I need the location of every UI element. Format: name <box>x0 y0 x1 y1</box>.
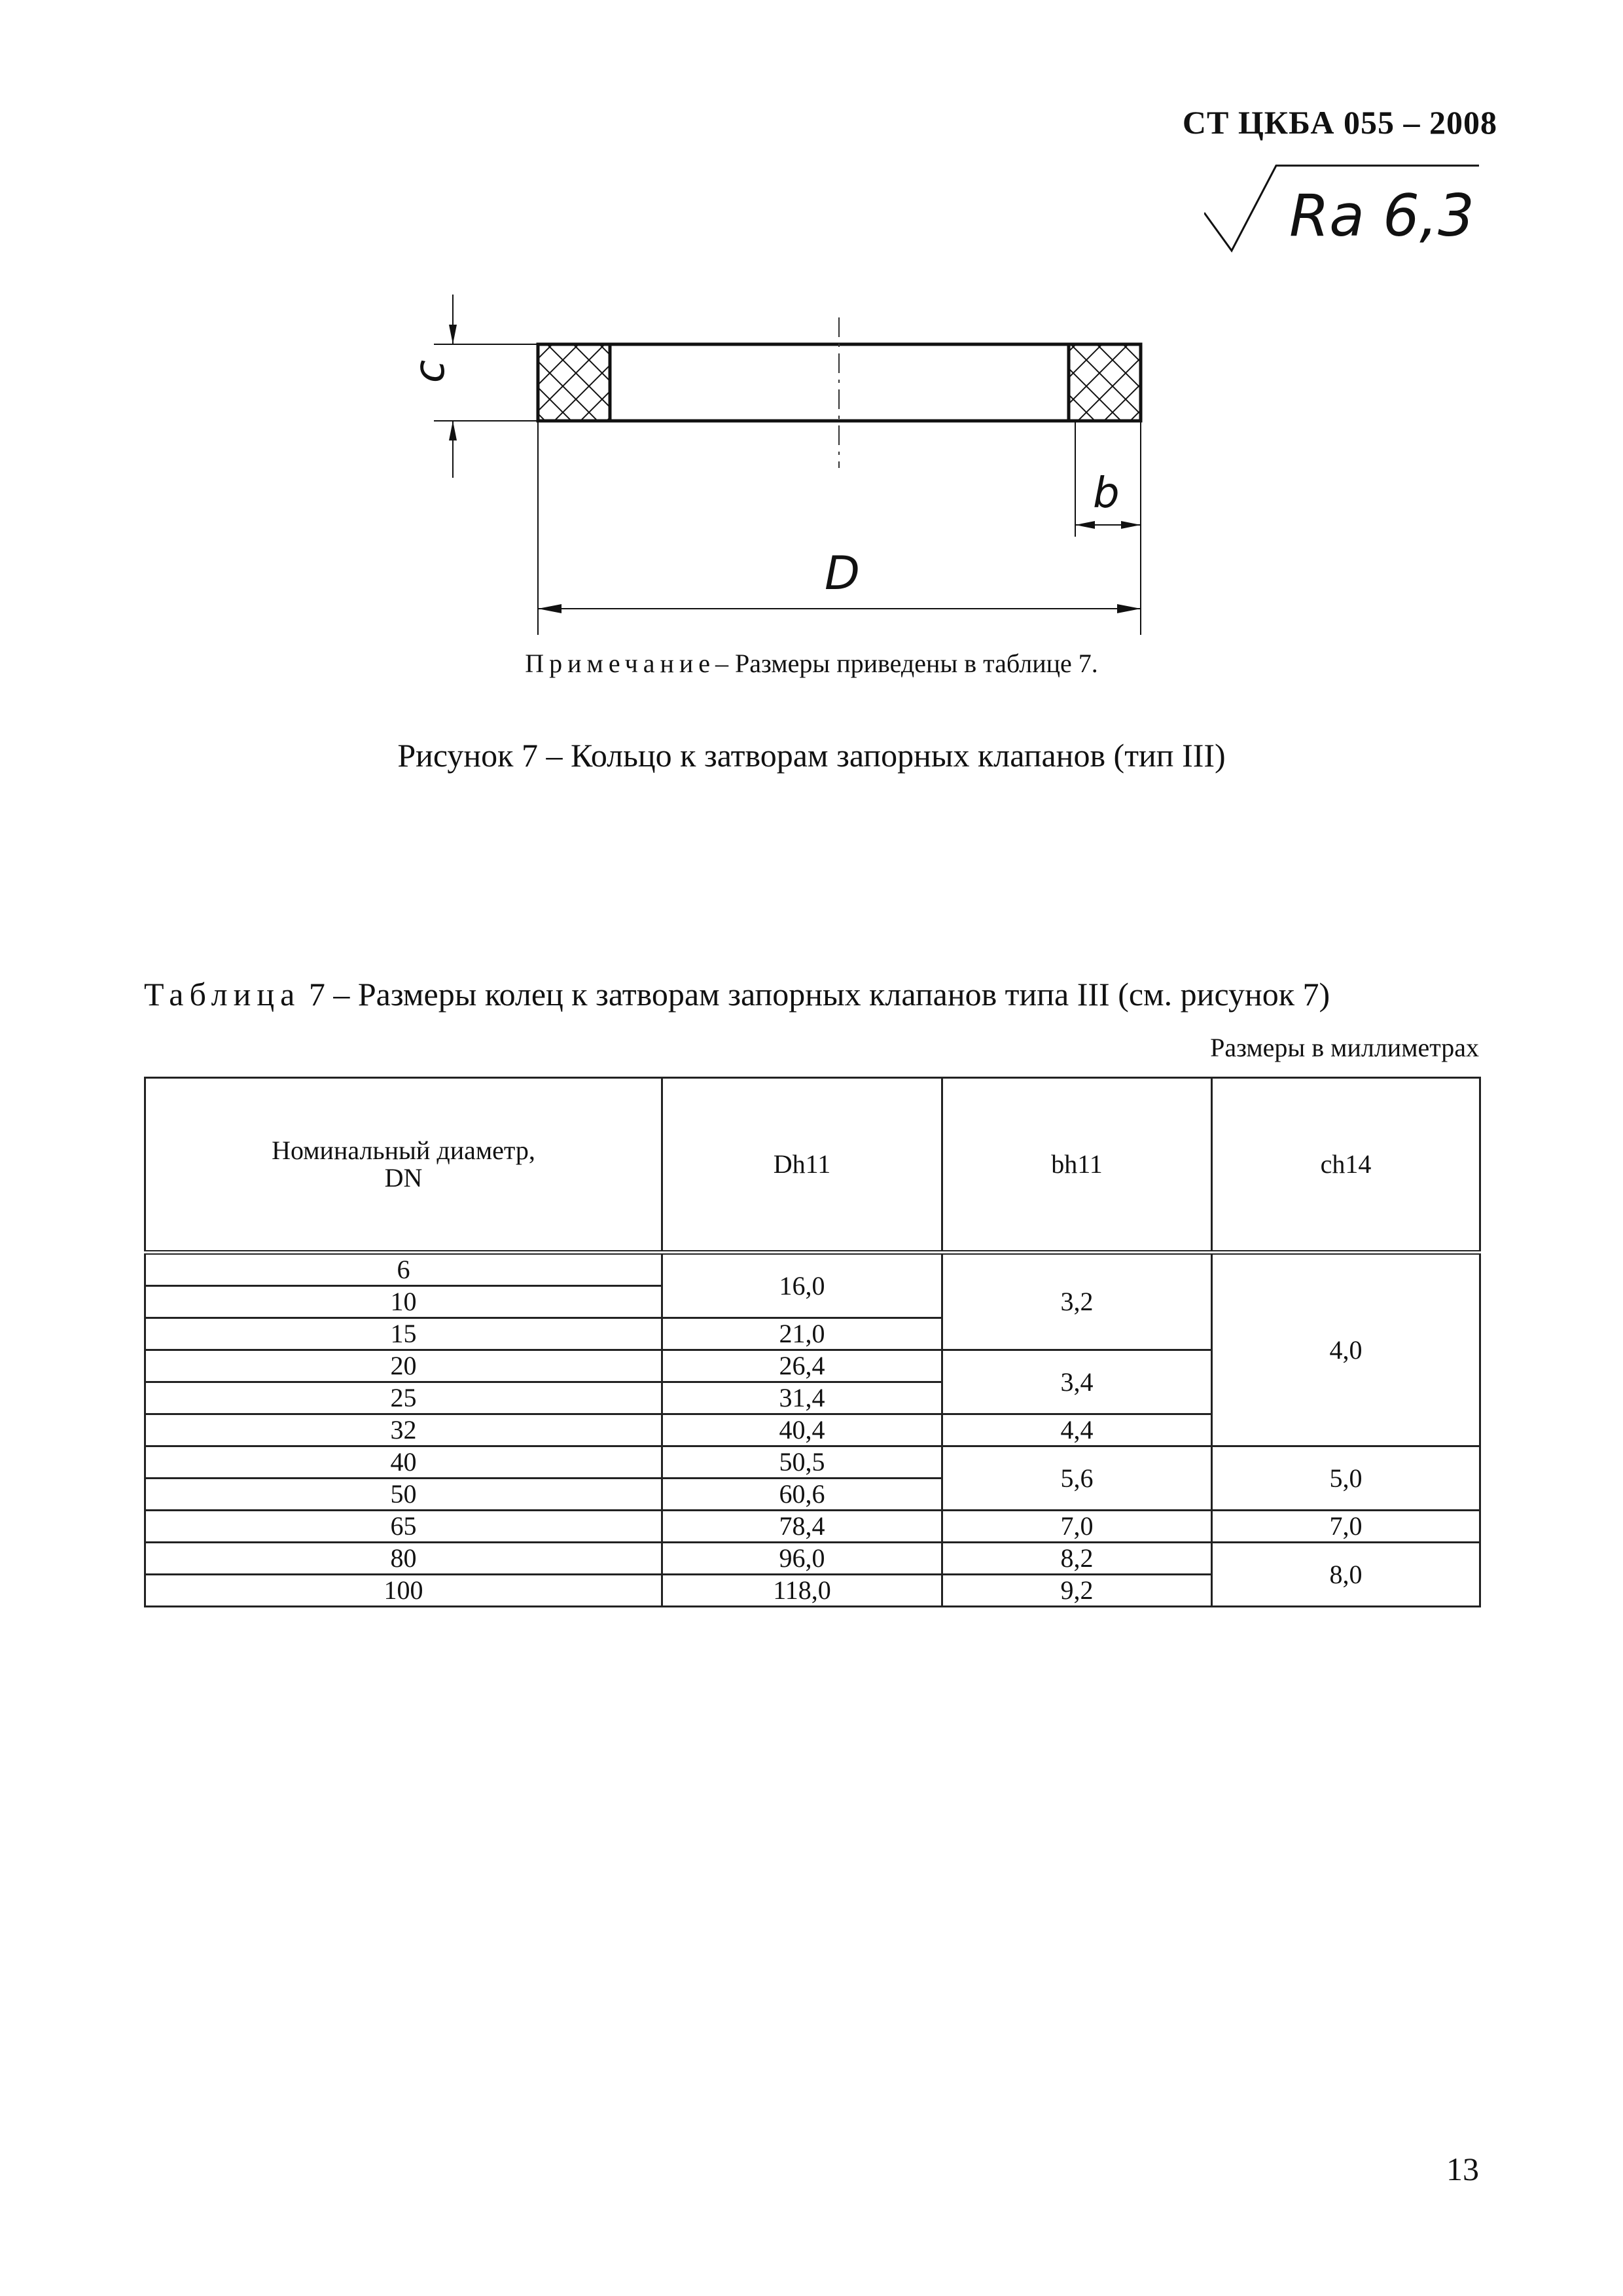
cell-d: 96,0 <box>662 1543 942 1575</box>
cell-c: 7,0 <box>1212 1511 1480 1543</box>
dim-b-label: b <box>1093 469 1120 518</box>
ring-drawing <box>380 281 1178 648</box>
cell-b: 7,0 <box>942 1511 1212 1543</box>
figure-caption: Рисунок 7 – Кольцо к затворам запорных клапанов (тип III) <box>397 737 1226 774</box>
cell-d: 26,4 <box>662 1350 942 1382</box>
cell-d: 31,4 <box>662 1382 942 1414</box>
cell-d: 21,0 <box>662 1318 942 1350</box>
units-note: Размеры в миллиметрах <box>1210 1033 1479 1062</box>
cell-b: 8,2 <box>942 1543 1212 1575</box>
cell-c: 4,0 <box>1212 1253 1480 1446</box>
cell-b: 4,4 <box>942 1414 1212 1446</box>
roughness-value: Ra 6,3 <box>1289 182 1474 249</box>
cell-b: 9,2 <box>942 1575 1212 1607</box>
header-d: Dh11 <box>662 1078 942 1253</box>
cell-dn: 100 <box>145 1575 662 1607</box>
cell-dn: 40 <box>145 1446 662 1479</box>
cell-d: 60,6 <box>662 1479 942 1511</box>
table-row <box>145 1253 1480 1286</box>
cell-dn: 80 <box>145 1543 662 1575</box>
cell-d: 50,5 <box>662 1446 942 1479</box>
table-header-row <box>145 1078 1480 1253</box>
cell-dn: 15 <box>145 1318 662 1350</box>
header-c: ch14 <box>1212 1078 1480 1253</box>
table-caption-text: 7 – Размеры колец к затворам запорных клапанов типа III (см. рисунок 7) <box>300 976 1330 1013</box>
right-section <box>1069 344 1141 421</box>
left-section <box>538 344 610 421</box>
cell-b: 5,6 <box>942 1446 1212 1511</box>
figure-note <box>0 648 1623 679</box>
page-number: 13 <box>1446 2151 1479 2187</box>
cell-d: 118,0 <box>662 1575 942 1607</box>
cell-dn: 10 <box>145 1286 662 1318</box>
cell-d: 16,0 <box>662 1253 942 1318</box>
cell-dn: 25 <box>145 1382 662 1414</box>
note-label: Примечание <box>525 649 716 678</box>
cell-c: 8,0 <box>1212 1543 1480 1607</box>
cell-dn: 20 <box>145 1350 662 1382</box>
table-row <box>145 1543 1480 1575</box>
table-caption <box>144 975 1330 1013</box>
dimensions-table <box>144 1077 1481 1607</box>
header-dn: Номинальный диаметр, DN <box>145 1078 662 1253</box>
note-text: – Размеры приведены в таблице 7. <box>715 649 1098 678</box>
cell-b: 3,2 <box>942 1253 1212 1350</box>
cell-dn: 65 <box>145 1511 662 1543</box>
dim-D-label: D <box>825 547 860 600</box>
cell-b: 3,4 <box>942 1350 1212 1414</box>
table-caption-label: Таблица <box>144 976 301 1013</box>
cell-dn: 50 <box>145 1479 662 1511</box>
cell-c: 5,0 <box>1212 1446 1480 1511</box>
dim-c-label: c <box>406 359 454 383</box>
table-row <box>145 1511 1480 1543</box>
surface-roughness-mark <box>1204 160 1492 272</box>
header-b: bh11 <box>942 1078 1212 1253</box>
cell-d: 78,4 <box>662 1511 942 1543</box>
cell-dn: 32 <box>145 1414 662 1446</box>
document-code: СТ ЦКБА 055 – 2008 <box>1182 104 1497 141</box>
cell-d: 40,4 <box>662 1414 942 1446</box>
cell-dn: 6 <box>145 1253 662 1286</box>
table-row <box>145 1446 1480 1479</box>
